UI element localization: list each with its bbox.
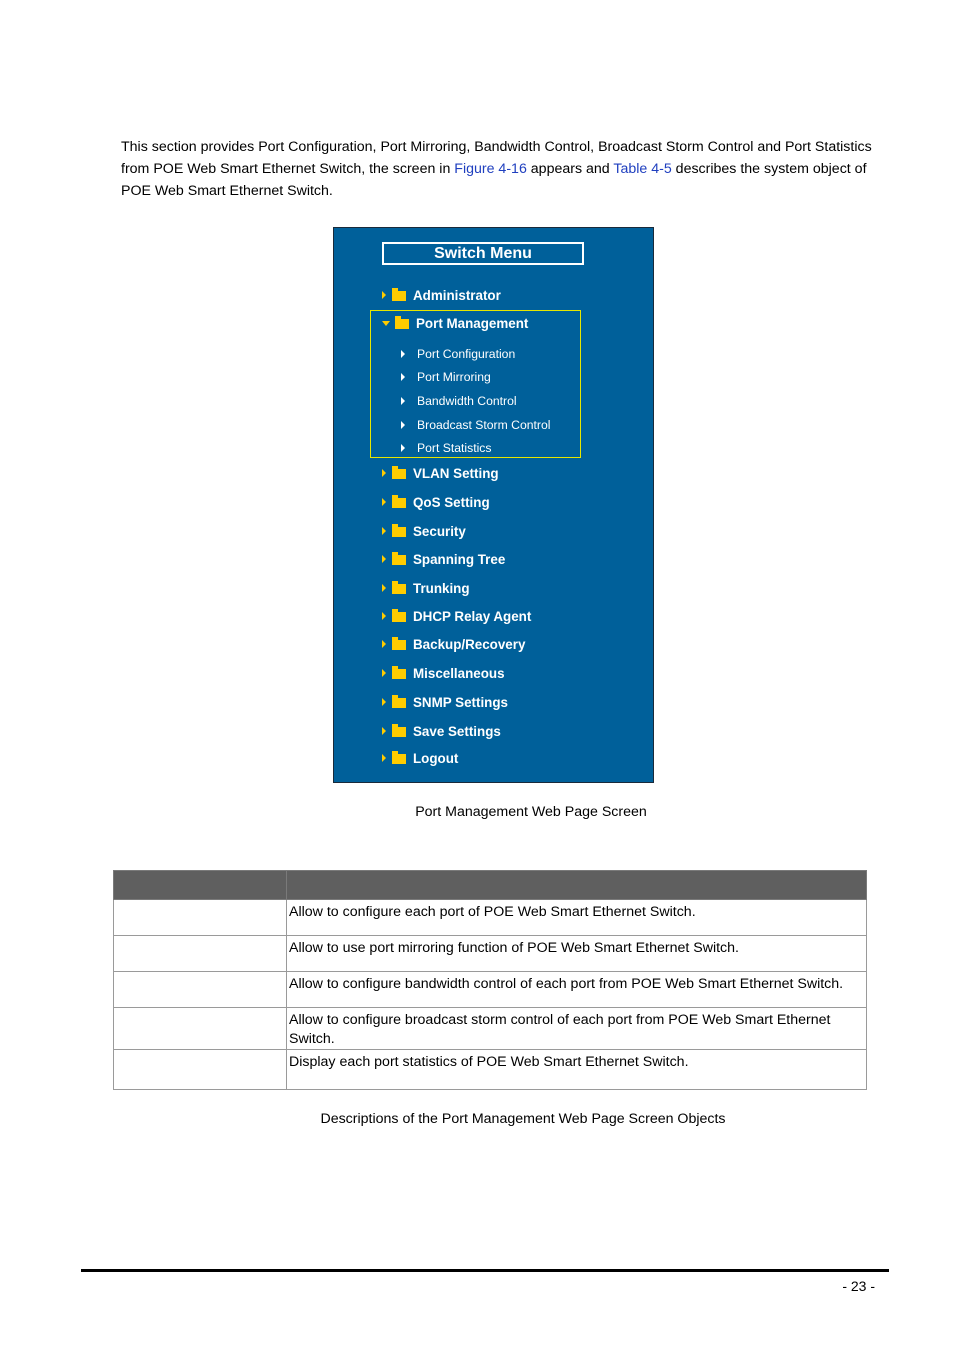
table-cell-description: Allow to configure each port of POE Web Smart Ethernet Switch. [287,900,867,936]
submenu-item-port-statistics[interactable] [401,439,492,457]
chevron-right-icon [382,669,386,677]
chevron-right-icon [401,397,405,405]
menu-item-port-management[interactable] [382,313,528,333]
table-cell-object [114,900,287,936]
chevron-right-icon [382,469,386,477]
table-link[interactable]: Table 4-5 [613,161,672,177]
chevron-right-icon [382,727,386,735]
folder-icon [392,584,406,594]
menu-item-trunking[interactable] [382,578,470,598]
table-row [114,1050,867,1090]
folder-icon [392,612,406,622]
table-header-row [114,871,867,900]
table-cell-description: Display each port statistics of POE Web Smart Ethernet Switch. [287,1050,867,1090]
submenu-item-bandwidth-control[interactable] [401,392,517,410]
menu-item-backup-recovery[interactable] [382,634,525,654]
menu-item-dhcp-relay-agent[interactable] [382,606,531,626]
table-cell-object [114,936,287,972]
chevron-right-icon [382,640,386,648]
menu-item-label: SNMP Settings [413,694,508,710]
submenu-item-label: Port Statistics [417,441,492,455]
menu-item-label: Miscellaneous [413,665,505,681]
submenu-item-label: Broadcast Storm Control [417,418,551,432]
chevron-right-icon [401,350,405,358]
submenu-item-label: Port Mirroring [417,370,491,384]
table-row [114,900,867,936]
submenu-item-label: Bandwidth Control [417,394,517,408]
menu-item-logout[interactable] [382,748,458,768]
folder-icon [392,498,406,508]
menu-item-miscellaneous[interactable] [382,663,505,683]
submenu-item-broadcast-storm-control[interactable] [401,416,550,434]
menu-item-label: Logout [413,750,459,766]
folder-icon [392,669,406,679]
intro-text-2: appears and [526,161,614,177]
figure-caption: Port Management Web Page Screen [415,804,647,820]
menu-item-save-settings[interactable] [382,721,501,741]
chevron-right-icon [382,527,386,535]
footer-divider [81,1269,889,1272]
menu-item-label: Backup/Recovery [413,636,526,652]
menu-item-qos-setting[interactable] [382,492,490,512]
menu-item-label: Trunking [413,580,470,596]
chevron-right-icon [382,754,386,762]
chevron-right-icon [382,612,386,620]
menu-item-label: Administrator [413,287,501,303]
menu-item-label: DHCP Relay Agent [413,608,532,624]
chevron-right-icon [401,373,405,381]
intro-text-3: describes the system object of POE Web Smart Ethernet Switch. [121,161,867,199]
chevron-down-icon [382,321,390,326]
submenu-item-port-mirroring[interactable] [401,368,491,386]
menu-item-label: Security [413,523,466,539]
table-cell-description: Allow to use port mirroring function of POE Web Smart Ethernet Switch. [287,936,867,972]
menu-item-spanning-tree[interactable] [382,549,505,569]
table-cell-description: Allow to configure bandwidth control of each port from POE Web Smart Ethernet Switch. [287,972,867,1008]
menu-item-label: Port Management [416,315,529,331]
table-cell-object [114,972,287,1008]
table-row [114,972,867,1008]
menu-item-label: Save Settings [413,723,501,739]
folder-icon [392,698,406,708]
table-cell-object [114,1050,287,1090]
figure-link[interactable]: Figure 4-16 [454,161,527,177]
intro-paragraph [121,136,891,202]
folder-icon [392,291,406,301]
page-number: - 23 - [842,1278,875,1294]
table-header-cell [287,871,867,900]
chevron-right-icon [401,444,405,452]
folder-icon [392,469,406,479]
table-row [114,936,867,972]
table-cell-description: Allow to configure broadcast storm control of each port from POE Web Smart Ethernet Switch. [287,1008,867,1050]
chevron-right-icon [382,584,386,592]
folder-icon [392,527,406,537]
folder-icon [395,319,409,329]
folder-icon [392,555,406,565]
chevron-right-icon [382,698,386,706]
table-header-cell [114,871,287,900]
folder-icon [392,640,406,650]
menu-item-label: VLAN Setting [413,465,499,481]
table-caption: Descriptions of the Port Management Web Page Screen Objects [320,1111,726,1127]
intro-text-1: This section provides Port Configuration, Port Mirroring, Bandwidth Control, Broadcast Storm Control and Port Statistics from POE Web Smart Ethernet Switch, the screen in [121,139,872,177]
chevron-right-icon [382,555,386,563]
menu-item-label: QoS Setting [413,494,490,510]
description-table [113,870,867,1090]
menu-item-administrator[interactable] [382,285,501,305]
submenu-item-label: Port Configuration [417,347,516,361]
switch-menu-panel [333,227,654,783]
menu-item-snmp-settings[interactable] [382,692,508,712]
table-row [114,1008,867,1050]
menu-item-label: Spanning Tree [413,551,506,567]
folder-icon [392,727,406,737]
chevron-right-icon [382,498,386,506]
chevron-right-icon [401,421,405,429]
menu-title: Switch Menu [382,242,584,265]
folder-icon [392,754,406,764]
table-cell-object [114,1008,287,1050]
menu-item-security[interactable] [382,521,466,541]
menu-item-vlan-setting[interactable] [382,463,499,483]
submenu-item-port-configuration[interactable] [401,345,515,363]
chevron-right-icon [382,291,386,299]
